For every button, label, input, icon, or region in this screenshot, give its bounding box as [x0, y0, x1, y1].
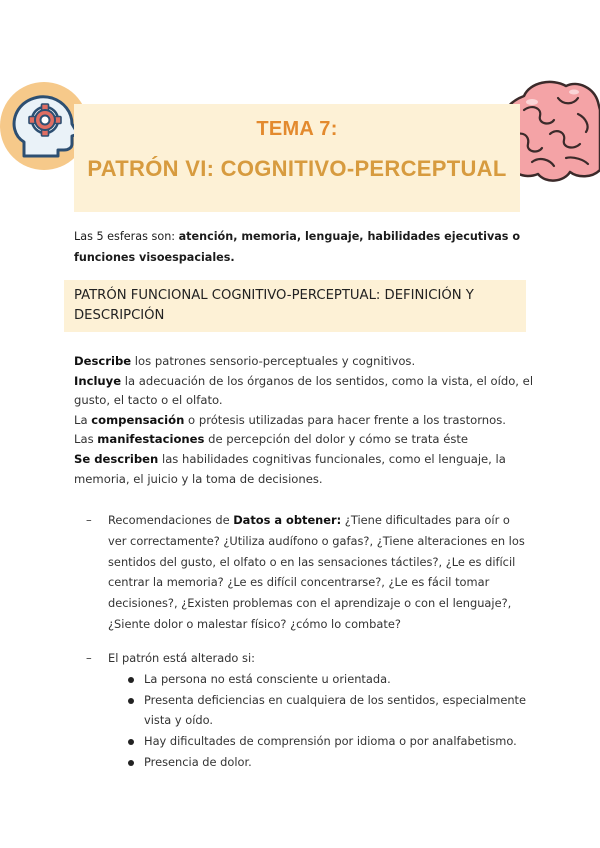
recommendations-item: [86, 510, 530, 635]
description-text: los patrones sensorio-perceptuales y cognitivos.: [131, 354, 416, 368]
description-pre: La: [74, 412, 92, 427]
bullet-icon: [128, 677, 134, 683]
description-line: [74, 430, 534, 450]
description-pre: Las: [74, 432, 98, 447]
intro-bold: atención, memoria, lenguaje, habilidades ejecutivas o funciones visoespaciales.: [74, 230, 521, 264]
description-line: [74, 450, 534, 489]
list-item-text: La persona no está consciente u orientada.: [144, 671, 391, 686]
bullet-icon: [128, 760, 134, 766]
description-bold: Describe: [74, 354, 132, 368]
tema-heading: TEMA 7:: [256, 118, 338, 140]
list-item: [124, 690, 530, 732]
description-block: [74, 352, 534, 489]
list-item: [124, 752, 530, 773]
description-text: la adecuación de los órganos de los sentidos, como la vista, el oído, el gusto, el tacto o el olfato.: [74, 373, 534, 408]
dash-marker: –: [86, 513, 92, 527]
bullet-icon: [128, 739, 134, 745]
description-bold: compensación: [91, 412, 185, 427]
recommendations-bold: Datos a obtener:: [233, 513, 342, 527]
recommendations-prefix: Recomendaciones de: [108, 513, 234, 527]
description-text: de percepción del dolor y cómo se trata éste: [204, 432, 469, 447]
intro-paragraph: [74, 226, 544, 268]
description-text: las habilidades cognitivas funcionales, como el lenguaje, la memoria, el juicio y la toma de decisiones.: [74, 451, 506, 486]
page-title: PATRÓN VI: COGNITIVO-PERCEPTUAL: [87, 156, 507, 181]
intro-prefix: Las 5 esferas son:: [74, 230, 179, 243]
section-heading-box: [64, 280, 526, 332]
list-item: [124, 731, 530, 752]
title-banner: [74, 104, 520, 212]
list-item-text: Presencia de dolor.: [144, 754, 252, 769]
list-item-text: Presenta deficiencias en cualquiera de los sentidos, especialmente vista y oído.: [144, 692, 527, 728]
dash-marker: –: [86, 651, 92, 665]
list-item: [124, 669, 530, 690]
altered-list: [124, 669, 530, 773]
bullet-icon: [128, 698, 134, 704]
description-bold: Se describen: [74, 451, 159, 466]
description-line: [74, 411, 534, 431]
list-item-text: Hay dificultades de comprensión por idioma o por analfabetismo.: [144, 734, 517, 749]
section-title: PATRÓN FUNCIONAL COGNITIVO-PERCEPTUAL: DEFINICIÓN Y DESCRIPCIÓN: [74, 288, 474, 323]
description-bold: Incluye: [74, 373, 122, 388]
altered-intro: El patrón está alterado si:: [108, 651, 255, 665]
recommendations-text: [108, 510, 530, 635]
altered-pattern-item: [86, 648, 530, 773]
description-text: o prótesis utilizadas para hacer frente a los trastornos.: [184, 412, 506, 427]
description-line: [74, 372, 534, 411]
recommendations-questions: ¿Tiene dificultades para oír o ver correctamente? ¿Utiliza audífono o gafas?, ¿Tiene alteraciones en los sentidos del gusto, el olfato o en las sensaciones táctiles?, ¿Le es difícil centrar la memoria? ¿Le es difícil concentrarse?, ¿Le es fácil tomar decisiones?, ¿Existen problemas con el aprendizaje o con el lenguaje?, ¿Siente dolor o malestar físico? ¿cómo lo combate?: [108, 513, 525, 631]
description-line: [74, 352, 534, 372]
description-bold: manifestaciones: [97, 432, 205, 447]
